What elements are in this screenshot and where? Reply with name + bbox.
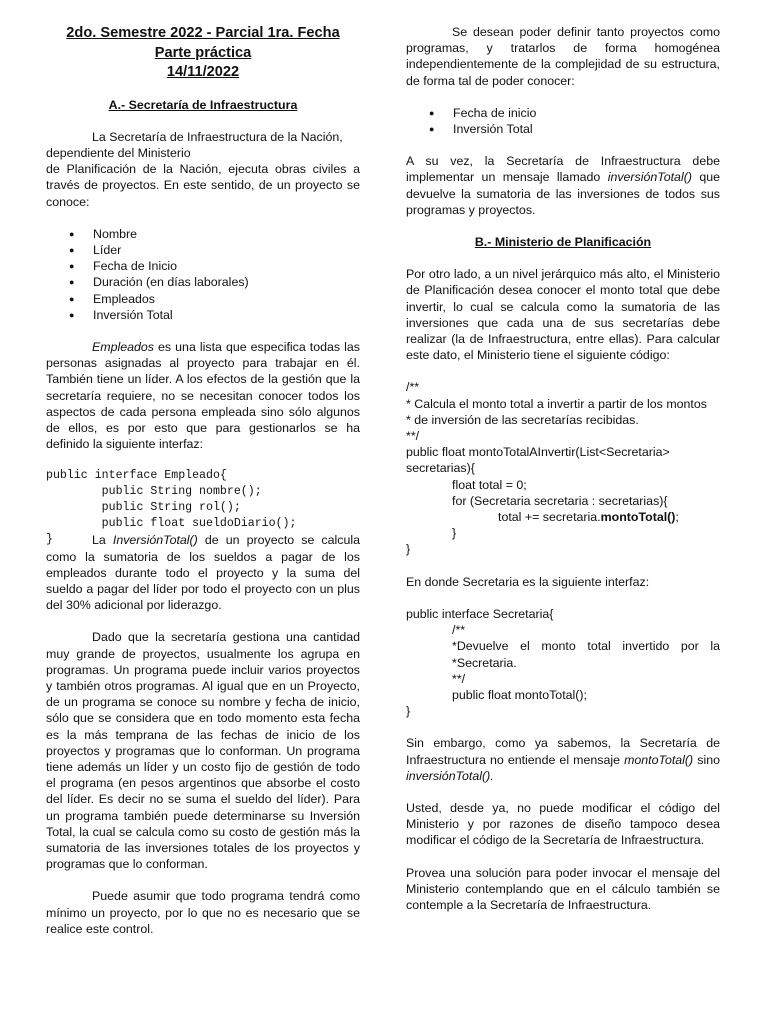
code-signature: secretarias){ xyxy=(406,461,475,476)
code-text: ; xyxy=(675,510,679,525)
inversion-term: InversiónTotal() xyxy=(112,533,198,548)
code-line xyxy=(406,509,720,525)
solution-paragraph: Provea una solución para poder invocar el mensaje del Ministerio contemplando que en el cálculo también se contemple a la Secretaría de Infraestructura. xyxy=(406,865,720,912)
list-item: ● Fecha de Inicio xyxy=(46,258,360,274)
left-column xyxy=(46,24,360,937)
message-pre: A su vez, la Secretaría de Infraestructura debe implementar un mensaje llamado xyxy=(406,154,720,185)
programs-paragraph: Dado que la secretaría gestiona una cantidad muy grande de proyectos, usualmente los agrupa en programas. Un programa puede incluir varios proyectos y también otros programas. Al igual que en un Proyecto, de un programa se conoce su nombre y fecha de inicio, sólo que se considera que en todo momento esta fecha es la más temprana de las fechas de inicio de los proyectos y programas que lo conforman. Un programa tiene además un líder y un costo fijo de gestión de todo el programa (en pesos argentinos que absorbe el costo del líder. Es decir no se suma el sueldo del líder). Para un programa también puede determinarse su Inversión Total, la cual se calcula como su costo de gestión más la sumatoria de las inversiones totales de los proyectos y programas que lo conforman. xyxy=(46,630,360,872)
list-item: ● Inversión Total xyxy=(46,307,360,323)
exam-title-date: 14/11/2022 xyxy=(166,64,240,80)
message-post: que devuelve la sumatoria de las inversiones de todos sus programas y proyectos. xyxy=(406,170,721,217)
code-line: } xyxy=(406,542,411,557)
code-signature: public float montoTotalAInvertir(List<Secretaria> xyxy=(406,445,670,460)
exam-title-line2: Parte práctica xyxy=(154,44,252,61)
code-method: montoTotal() xyxy=(600,510,676,525)
section-b-intro: Por otro lado, a un nivel jerárquico más alto, el Ministerio de Planificación desea conocer el monto total que debe invertir, lo cual se calcula como la sumatoria de las inversiones que cada una de sus secretarías debe realizar (la de Infraestructura, entre ellas). Para calcular este dato, el Ministerio tiene el siguiente código: xyxy=(406,267,720,363)
however-mid: sino xyxy=(693,752,720,767)
however-term1: montoTotal() xyxy=(624,752,694,767)
list-item: ● Empleados xyxy=(46,291,360,307)
list-item: ● Nombre xyxy=(46,226,360,242)
code-comment: **/ xyxy=(406,429,420,444)
code-line: for (Secretaria secretaria : secretarias){ xyxy=(452,493,668,508)
list-item: ● Líder xyxy=(46,242,360,258)
empleados-paragraph xyxy=(46,339,360,452)
inversion-paragraph xyxy=(46,532,360,613)
code-line: } xyxy=(406,704,411,719)
code-comment: /** xyxy=(406,380,420,395)
project-attributes-list xyxy=(46,226,360,323)
list-item: ● Fecha de inicio xyxy=(406,105,720,121)
right-column xyxy=(406,24,720,913)
code-text: total += secretaria. xyxy=(498,510,601,525)
code-line: } xyxy=(452,526,457,541)
ministerio-code xyxy=(406,379,720,557)
list-item: ● Inversión Total xyxy=(406,121,720,137)
code-line: } xyxy=(46,533,53,547)
code-line: public String rol(); xyxy=(46,501,241,515)
code-line: public float sueldoDiario(); xyxy=(46,517,297,531)
code-line: public interface Empleado{ xyxy=(46,469,227,483)
secretaria-interface-code xyxy=(406,606,720,719)
cannot-modify-paragraph: Usted, desde ya, no puede modificar el código del Ministerio y por razones de diseño tampoco desea modificar el código de la Secretaría de Infraestructura. xyxy=(406,800,720,848)
code-comment: *Devuelve el monto total invertido por la *Secretaria. xyxy=(452,639,720,670)
code-line: float total = 0; xyxy=(452,477,527,492)
code-line: public float montoTotal(); xyxy=(452,687,587,702)
empleados-term: Empleados xyxy=(92,339,154,354)
interface-intro: En donde Secretaria es la siguiente interfaz: xyxy=(406,574,650,589)
however-pre: Sin embargo, como ya sabemos, la Secretaría de Infraestructura no entiende el mensaje xyxy=(406,736,720,767)
message-term: inversiónTotal() xyxy=(607,170,692,185)
code-line: public interface Secretaria{ xyxy=(406,606,554,621)
code-comment: **/ xyxy=(452,671,466,686)
inversion-text: de un proyecto se calcula como la sumatoria de los sueldos a pagar de los empleados durante todo el proyecto y la suma del sueldo a pagar del líder por todo el proyecto con un plus del 30% adicional por liderazgo. xyxy=(46,533,360,613)
however-term2: inversiónTotal(). xyxy=(406,768,494,783)
code-line: public String nombre(); xyxy=(46,485,262,499)
list-item: ● Duración (en días laborales) xyxy=(46,274,360,290)
code-comment: /** xyxy=(452,623,466,638)
section-a-intro: de Planificación de la Nación, ejecuta obras civiles a través de proyectos. En este sentido, de un proyecto se conoce: xyxy=(46,162,360,209)
know-items-list xyxy=(406,105,720,137)
exam-title-line1: 2do. Semestre 2022 - Parcial 1ra. Fecha xyxy=(66,25,340,41)
code-comment: * de inversión de las secretarías recibidas. xyxy=(406,412,639,427)
section-b-title: B.- Ministerio de Planificación xyxy=(474,235,652,250)
assume-paragraph: Puede asumir que todo programa tendrá como mínimo un proyecto, por lo que no es necesario que se realice este control. xyxy=(46,889,360,936)
empleados-text: es una lista que especifica todas las personas asignadas al proyecto para trabajar en él. También tiene un líder. A los efectos de la gestión que la secretaría requiere, no se necesitan conocer todos los aspectos de cada persona empleada sino sólo algunos de ellos, es por esto que para gestionarlos se ha definido la siguiente interfaz: xyxy=(46,339,360,452)
section-a-intro-line1: La Secretaría de Infraestructura de la Nación, dependiente del Ministerio xyxy=(46,129,343,160)
however-paragraph xyxy=(406,735,720,784)
code-comment: * Calcula el monto total a invertir a partir de los montos xyxy=(406,396,707,411)
message-paragraph xyxy=(406,153,720,218)
define-paragraph: Se desean poder definir tanto proyectos como programas, y tratarlos de forma homogénea independientemente de la complejidad de su estructura, de forma tal de poder conocer: xyxy=(406,25,720,88)
section-a-title: A.- Secretaría de Infraestructura xyxy=(108,97,298,112)
inversion-pre: La xyxy=(92,533,113,548)
